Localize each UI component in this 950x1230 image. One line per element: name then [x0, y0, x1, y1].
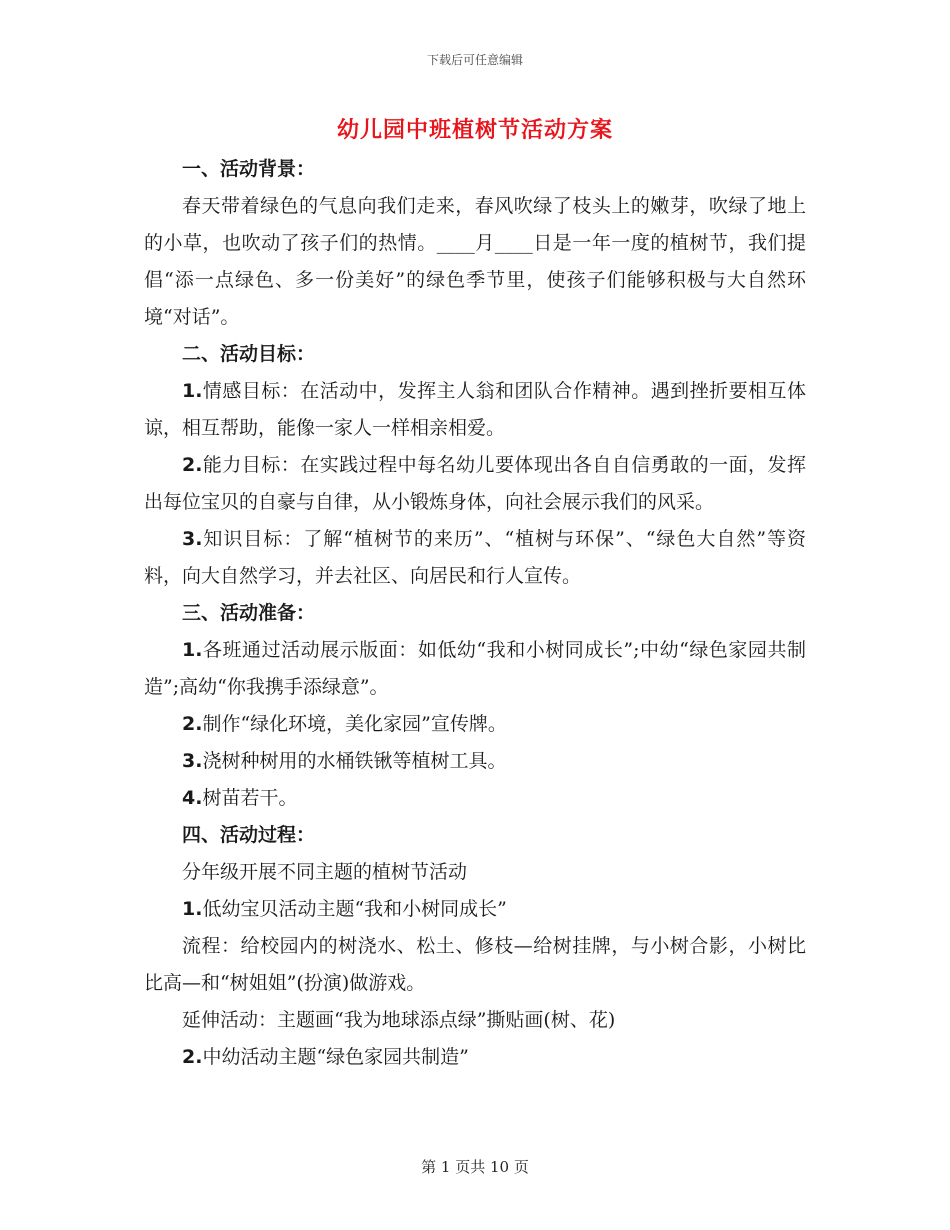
- item-number: 1.: [182, 639, 203, 661]
- item-text: 各班通过活动展示版面：如低幼“我和小树同成长”;中幼“绿色家园共制造”;高幼“你我携手添绿意”。: [144, 639, 806, 698]
- paragraph: 延伸活动：主题画“我为地球添点绿”撕贴画(树、花): [182, 1009, 616, 1031]
- item-number: 4.: [182, 787, 203, 809]
- document-body: [144, 151, 806, 1076]
- paragraph: 流程：给校园内的树浇水、松土、修枝—给树挂牌，与小树合影，小树比比高—和“树姐姐”(扮演)做游戏。: [144, 935, 806, 994]
- section-heading: 一、活动背景：: [182, 158, 316, 180]
- section-heading: 二、活动目标：: [182, 343, 316, 365]
- item-number: 1.: [182, 380, 203, 402]
- item-number: 2.: [182, 713, 203, 735]
- numbered-item: [144, 447, 806, 521]
- item-text: 中幼活动主题“绿色家园共制造”: [202, 1046, 469, 1068]
- item-number: 3.: [182, 750, 203, 772]
- numbered-item: [144, 743, 806, 780]
- item-text: 低幼宝贝活动主题“我和小树同成长”: [202, 898, 507, 920]
- paragraph: 春天带着绿色的气息向我们走来，春风吹绿了枝头上的嫩芽，吹绿了地上的小草，也吹动了孩子们的热情。____月____日是一年一度的植树节，我们提倡“添一点绿色、多一份美好”的绿色季节里，使孩子们能够积极与大自然环境“对话”。: [144, 195, 806, 328]
- numbered-item: [144, 632, 806, 706]
- numbered-item: [144, 373, 806, 447]
- item-number: 1.: [182, 898, 203, 920]
- numbered-item: [144, 780, 806, 817]
- numbered-item: [144, 521, 806, 595]
- item-text: 制作“绿化环境，美化家园”宣传牌。: [202, 713, 507, 735]
- item-text: 情感目标：在活动中，发挥主人翁和团队合作精神。遇到挫折要相互体谅，相互帮助，能像一家人一样相亲相爱。: [144, 380, 806, 439]
- document-title: 幼儿园中班植树节活动方案: [336, 117, 613, 143]
- item-text: 树苗若干。: [202, 787, 298, 809]
- item-number: 3.: [182, 528, 203, 550]
- item-text: 能力目标：在实践过程中每名幼儿要体现出各自自信勇敢的一面，发挥出每位宝贝的自豪与自律，从小锻炼身体，向社会展示我们的风采。: [144, 454, 806, 513]
- paragraph: 分年级开展不同主题的植树节活动: [182, 861, 468, 883]
- page-footer: 第 1 页共 10 页: [421, 1158, 529, 1176]
- item-number: 2.: [182, 1046, 203, 1068]
- item-text: 知识目标：了解“植树节的来历”、“植树与环保”、“绿色大自然”等资料，向大自然学习，并去社区、向居民和行人宣传。: [144, 528, 806, 587]
- numbered-item: [144, 1039, 806, 1076]
- numbered-item: [144, 706, 806, 743]
- page-header: 下载后可任意编辑: [426, 53, 523, 67]
- item-text: 浇树种树用的水桶铁锹等植树工具。: [202, 750, 507, 772]
- numbered-item: [144, 891, 806, 928]
- item-number: 2.: [182, 454, 203, 476]
- section-heading: 四、活动过程：: [182, 824, 316, 846]
- section-heading: 三、活动准备：: [182, 602, 316, 624]
